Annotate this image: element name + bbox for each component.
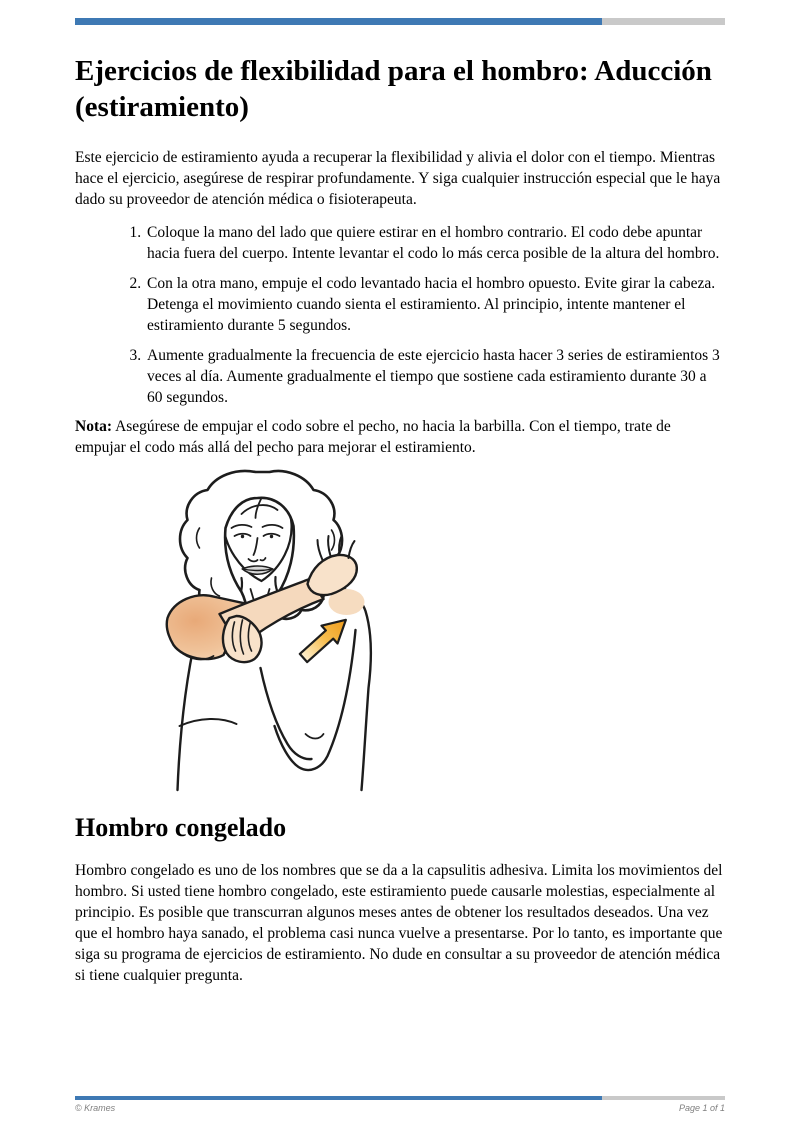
page-footer — [75, 1096, 725, 1113]
step-item-3: 3. Aumente gradualmente la frecuencia de este ejercicio hasta hacer 3 series de estiramientos 3 veces al día. Aumente gradualmente el tiempo que sostiene cada estiramiento durante 30 a 60 segundos. — [145, 345, 725, 408]
top-accent-bar-gray — [602, 18, 726, 25]
top-accent-bar — [75, 18, 725, 25]
page-title: Ejercicios de flexibilidad para el hombro: Aducción (estiramiento) — [75, 55, 712, 123]
note-text: Asegúrese de empujar el codo sobre el pecho, no hacia la barbilla. Con el tiempo, trate de empujar el codo más allá del pecho para mejorar el estiramiento. — [75, 418, 671, 456]
top-accent-bar-blue — [75, 18, 602, 25]
section-heading: Hombro congelado — [75, 813, 287, 842]
footer-accent-bar-blue — [75, 1096, 602, 1100]
steps-list — [75, 222, 725, 408]
page-number: Page 1 of 1 — [678, 1103, 725, 1113]
intro-paragraph: Este ejercicio de estiramiento ayuda a recuperar la flexibilidad y alivia el dolor con el tiempo. Mientras hace el ejercicio, asegúrese de respirar profundamente. Y siga cualquier instrucción especial que le haya dado su proveedor de atención médica o fisioterapeuta. — [75, 149, 721, 208]
footer-accent-bar-gray — [602, 1096, 726, 1100]
note-paragraph — [75, 416, 725, 458]
document-page — [75, 0, 725, 986]
exercise-illustration — [163, 468, 428, 793]
section-paragraph: Hombro congelado es uno de los nombres que se da a la capsulitis adhesiva. Limita los movimientos del hombro. Si usted tiene hombro congelado, este estiramiento puede causarle molestias, especialmente al principio. Es posible que transcurran algunos meses antes de obtener los resultados deseados. Una vez que el hombro haya sanado, el problema casi nunca vuelve a presentarse. Por lo tanto, es importante que siga su programa de ejercicios de estiramiento. No dude en consultar a su proveedor de atención médica si tiene cualquier pregunta. — [75, 862, 723, 984]
step-item-1: 1. Coloque la mano del lado que quiere estirar en el hombro contrario. El codo debe apuntar hacia fuera del cuerpo. Intente levantar el codo lo más cerca posible de la altura del hombro. — [145, 222, 725, 264]
copyright-text: © Krames — [75, 1103, 116, 1113]
step-item-2: 2. Con la otra mano, empuje el codo levantado hacia el hombro opuesto. Evite girar la cabeza. Detenga el movimiento cuando sienta el estiramiento. Al principio, intente mantener el estiramiento durante 5 segundos. — [145, 273, 725, 336]
note-label: Nota: — [75, 418, 113, 435]
shoulder-stretch-figure — [163, 468, 428, 793]
footer-accent-bar — [75, 1096, 725, 1100]
